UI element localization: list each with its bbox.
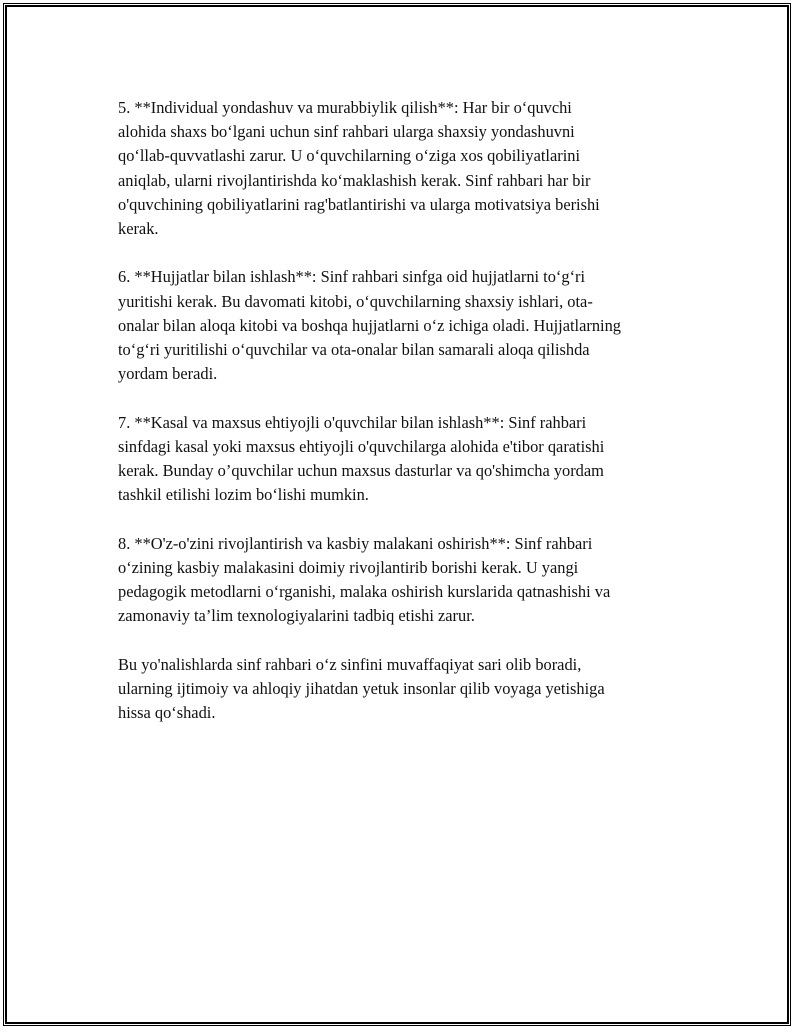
paragraph-item-6: 6. **Hujjatlar bilan ishlash**: Sinf rahbari sinfga oid hujjatlarni to‘g‘ri yuritishi kerak. Bu davomati kitobi, o‘quvchilarning shaxsiy ishlari, ota- onalar bilan aloqa kitobi va boshqa hujjatlarni o‘z ichiga oladi. Hujjatlarning to‘g‘ri yuritilishi o‘quvchilar va ota-onalar bilan samarali aloqa qilishda yordam beradi.: [118, 267, 621, 384]
paragraph-item-7: 7. **Kasal va maxsus ehtiyojli o'quvchilar bilan ishlash**: Sinf rahbari sinfdagi kasal yoki maxsus ehtiyojli o'quvchilarga alohida e'tibor qaratishi kerak. Bunday o’quvchilar uchun maxsus dasturlar va qo'shimcha yordam tashkil etilishi lozim bo‘lishi mumkin.: [118, 412, 605, 505]
paragraph-item-5: 5. **Individual yondashuv va murabbiylik qilish**: Har bir o‘quvchi alohida shaxs bo‘lgani uchun sinf rahbari ularga shaxsiy yondashuvni qo‘llab-quvvatlashi zarur. U o‘quvchilarning o‘ziga xos qobiliyatlarini aniqlab, ularni rivojlantirishda ko‘maklashish kerak. Sinf rahbari har bir o'quvchining qobiliyatlarini rag'batlantirishi va ularga motivatsiya berishi kerak.: [118, 98, 600, 239]
paragraph-item-8: 8. **O'z-o'zini rivojlantirish va kasbiy malakani oshirish**: Sinf rahbari o‘zining kasbiy malakasini doimiy rivojlantirib borishi kerak. U yangi pedagogik metodlarni o‘rganishi, malaka oshirish kurslarida qatnashishi va zamonaviy ta’lim texnologiyalarini tadbiq etishi zarur.: [118, 533, 611, 626]
paragraph-conclusion: Bu yo'nalishlarda sinf rahbari o‘z sinfini muvaffaqiyat sari olib boradi, ularning ijtimoiy va ahloqiy jihatdan yetuk insonlar qilib voyaga yetishiga hissa qo‘shadi.: [118, 654, 605, 723]
document-body: [118, 96, 698, 749]
document-page: [3, 3, 791, 1026]
